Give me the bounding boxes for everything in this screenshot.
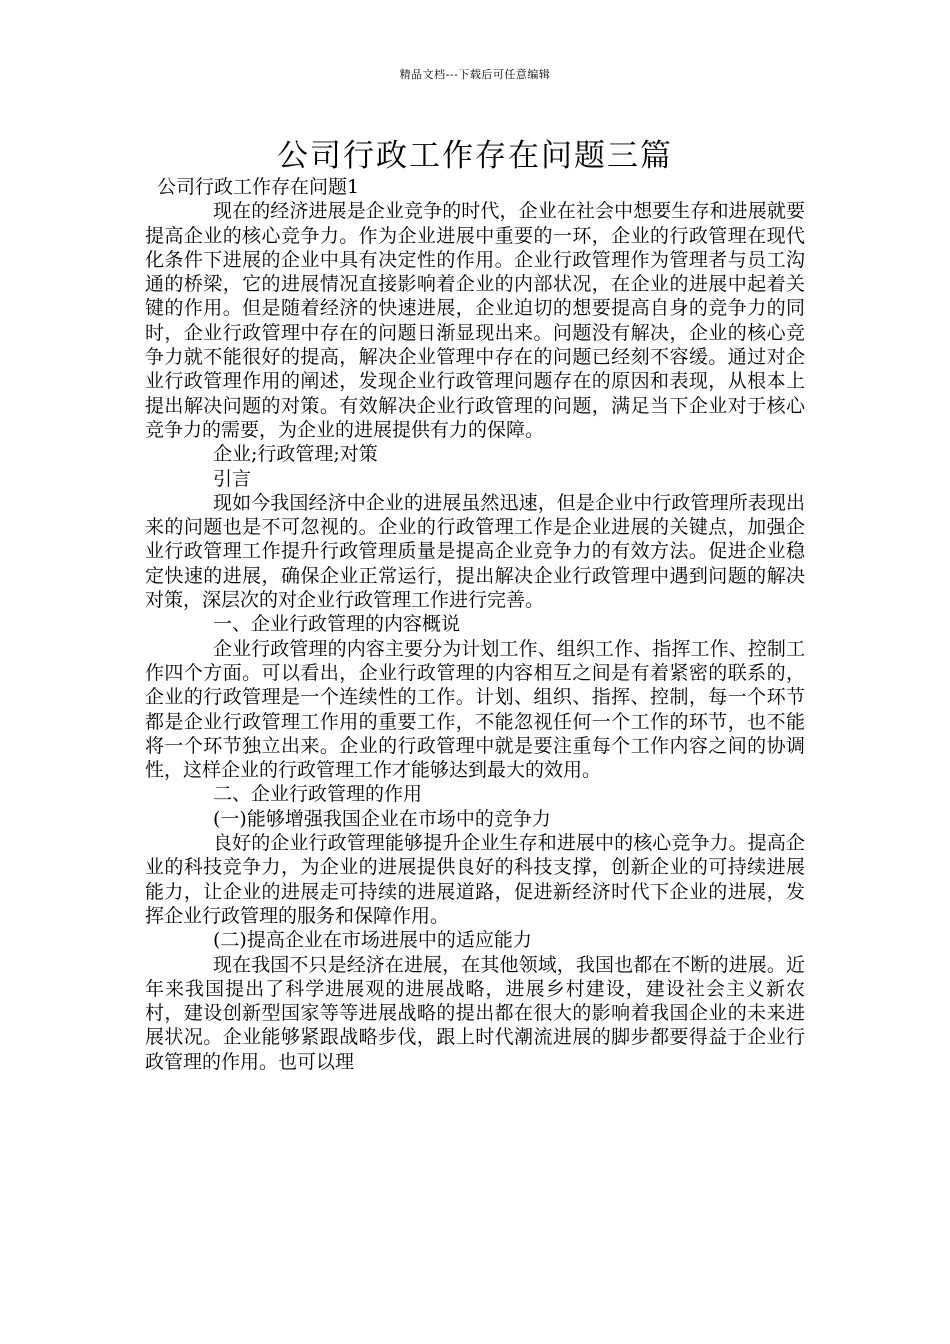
keywords-line: 企业;行政管理;对策 bbox=[213, 443, 378, 466]
header-note: 精品文档---下载后可任意编辑 bbox=[399, 68, 551, 81]
section-1-paragraph: 企业行政管理的内容主要分为计划工作、组织工作、指挥工作、控制工作四个方面。可以看出，企业行政管理的内容相互之间是有着紧密的联系的，企业的行政管理是一个连续性的工作。计划、组织、指挥、控制，每一个环节都是企业行政管理工作用的重要工作，不能忽视任何一个工作的环节，也不能将一个环节独立出来。企业的行政管理中就是要注重每个工作内容之间的协调性，这样企业的行政管理工作才能够达到最大的效用。 bbox=[145, 637, 805, 782]
subsection-2-1-paragraph: 良好的企业行政管理能够提升企业生存和进展中的核心竞争力。提高企业的科技竞争力，为企业的进展提供良好的科技支撑，创新企业的可持续进展能力，让企业的进展走可持续的进展道路，促进新经济时代下企业的进展，发挥企业行政管理的服务和保障作用。 bbox=[145, 832, 805, 927]
section-subtitle: 公司行政工作存在问题1 bbox=[157, 176, 360, 198]
intro-heading: 引言 bbox=[213, 467, 252, 490]
subsection-heading-2-2: (二)提高企业在市场进展中的适应能力 bbox=[213, 929, 532, 952]
document-title: 公司行政工作存在问题三篇 bbox=[277, 138, 673, 174]
intro-paragraph: 现如今我国经济中企业的进展虽然迅速，但是企业中行政管理所表现出来的问题也是不可忽视的。企业的行政管理工作是企业进展的关键点，加强企业行政管理工作提升行政管理质量是提高企业竞争力的有效方法。促进企业稳定快速的进展，确保企业正常运行，提出解决企业行政管理中遇到问题的解决对策，深层次的对企业行政管理工作进行完善。 bbox=[145, 491, 805, 612]
subsection-2-2-paragraph: 现在我国不只是经济在进展，在其他领域，我国也都在不断的进展。近年来我国提出了科学进展观的进展战略，进展乡村建设，建设社会主义新农村，建设创新型国家等等进展战略的提出都在很大的影响着我国企业的未来进展状况。企业能够紧跟战略步伐，跟上时代潮流进展的脚步都要得益于企业行政管理的作用。也可以理 bbox=[145, 953, 805, 1073]
subsection-heading-2-1: (一)能够增强我国企业在市场中的竞争力 bbox=[213, 807, 551, 830]
abstract-paragraph: 现在的经济进展是企业竞争的时代，企业在社会中想要生存和进展就要提高企业的核心竞争力。作为企业进展中重要的一环，企业的行政管理在现代化条件下进展的企业中具有决定性的作用。企业行政管理作为管理者与员工沟通的桥梁，它的进展情况直接影响着企业的内部状况，在企业的进展中起着关键的作用。但是随着经济的快速进展，企业迫切的想要提高自身的竞争力的同时，企业行政管理中存在的问题日渐显现出来。问题没有解决，企业的核心竞争力就不能很好的提高，解决企业管理中存在的问题已经刻不容缓。通过对企业行政管理作用的阐述，发现企业行政管理问题存在的原因和表现，从根本上提出解决问题的对策。有效解决企业行政管理的问题，满足当下企业对于核心竞争力的需要，为企业的进展提供有力的保障。 bbox=[145, 200, 805, 441]
document-body bbox=[145, 175, 805, 1074]
section-heading-1: 一、企业行政管理的内容概说 bbox=[213, 613, 461, 636]
section-heading-2: 二、企业行政管理的作用 bbox=[213, 783, 423, 806]
